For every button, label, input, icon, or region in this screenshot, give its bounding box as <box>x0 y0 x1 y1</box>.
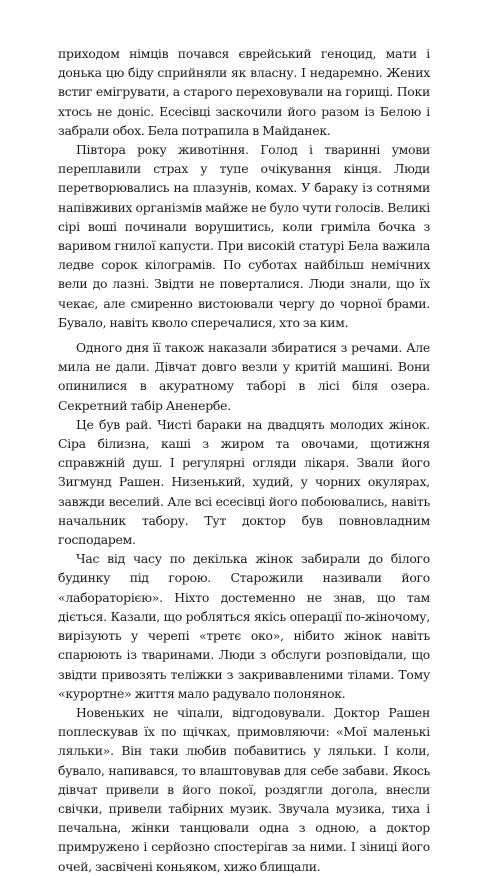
paragraph-5: Час від часу по декілька жінок забирали до білого будинку під горою. Старожили називали його «лабораторією». Ніхто достеменно не знав, що там діється. Казали, що робляться якісь операції по-жіночому, вирізують у черепі «третє око», нібито жінок навіть спарюють із тваринами. Люди з обслуги розповідали, що звідти привозять теліжки з закривавленими тілами. Тому «курортне» життя мало радувало полонянок. <box>58 551 430 701</box>
paragraph-1: приходом німців почався єврейський геноцид, мати і донька цю біду сприйняли як власну. І недаремно. Жених встиг емігрувати, а старого переховували на горищі. Поки хтось не доніс. Есесівці заскочили його разом із Белою і забрали обох. Бела потрапила в Майданек. <box>58 46 430 138</box>
paragraph-2: Півтора року животіння. Голод і тваринні умови переплавили страх у тупе очікування кінця. Люди перетворювались на плазунів, комах. У бараку із сотнями напівживих організмів майже не було чути голосів. Великі сірі воші починали ворушитись, коли гриміла бочка з варивом гнилої капусти. При високій статурі Бела важила ледве сорок кілограмів. По суботах найбільш немічних вели до лазні. Звідти не поверталися. Люди знали, що їх чекає, але смиренно вистоювали чергу до чорної брами. Бувало, навіть кволо сперечалися, хто за ким. <box>58 142 430 330</box>
paragraph-6: Новеньких не чіпали, відгодовували. Доктор Рашен поплескував їх по щічках, примовляючи: «Мої маленькі ляльки». Він таки любив побавитись у ляльки. І коли, бувало, напивався, то влаштовував для себе забави. Якось дівчат привели в його покої, роздягли догола, внесли свічки, привели табірних музик. Звучала музика, тиха і печальна, жінки танцювали одна з одною, а доктор примружено і серйозно спостерігав за ними. І зіниці його очей, засвічені коньяком, хижо блищали. <box>58 704 430 874</box>
paragraph-3: Одного дня її також наказали збиратися з речами. Але мила не дали. Дівчат довго везли у критій машині. Вони опинилися в акуратному таборі в лісі біля озера. Секретний табір Аненербе. <box>58 340 430 413</box>
paragraph-4: Це був рай. Чисті бараки на двадцять молодих жінок. Сіра білизна, каші з жиром та овочами, щотижня справжній душ. І регулярні огляди лікаря. Звали його Зигмунд Рашен. Низенький, худий, у чорних окулярах, завжди веселий. Але всі есесівці його побоювались, навіть начальник табору. Тут доктор був повновладним господарем. <box>58 416 430 548</box>
book-page <box>58 44 430 876</box>
